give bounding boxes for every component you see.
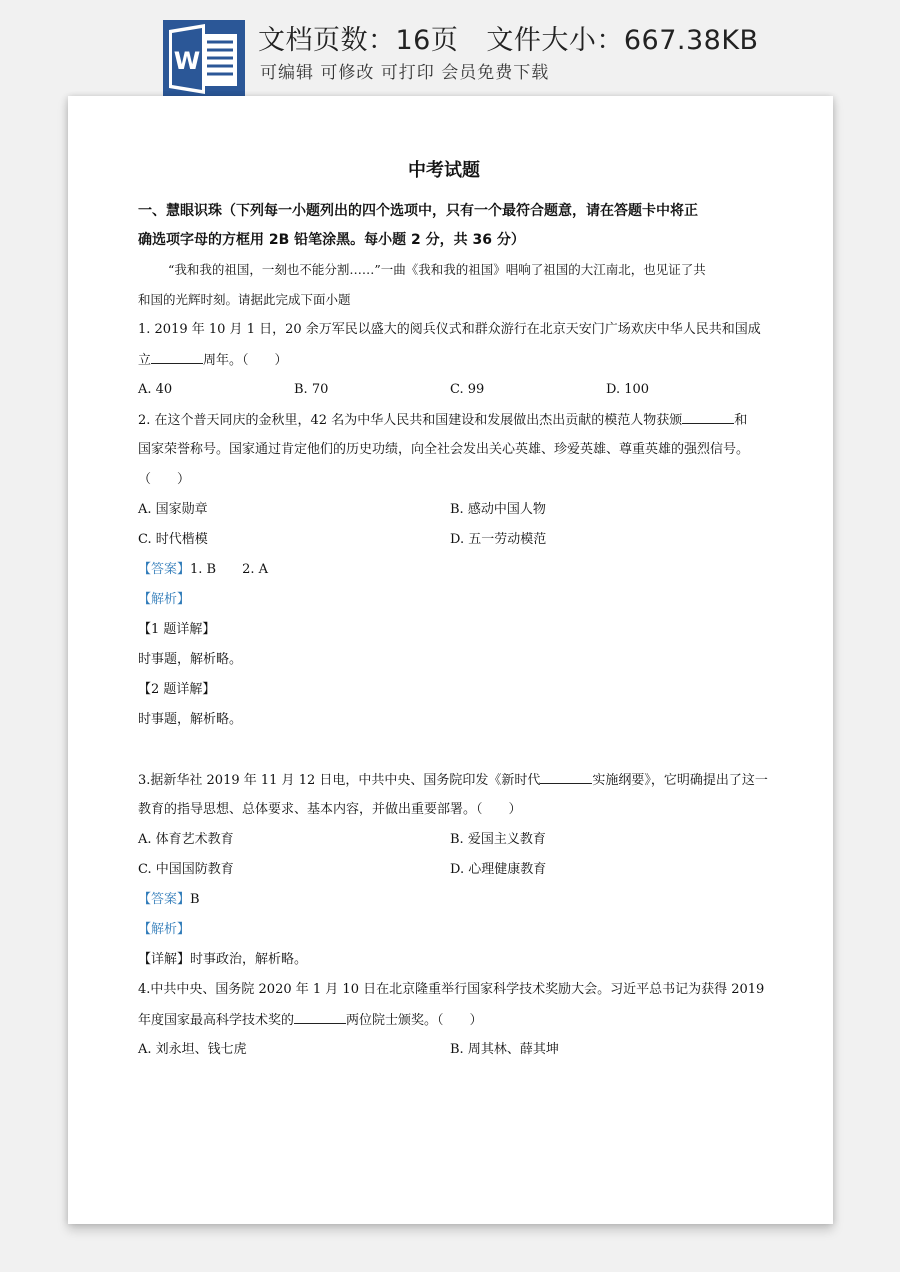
answer-blank	[682, 411, 734, 424]
question-4-line1: 4.中共中央、国务院 2020 年 1 月 10 日在北京隆重举行国家科学技术奖励大会。习近平总书记为获得 2019	[138, 982, 765, 997]
download-banner	[0, 0, 900, 98]
q3-option-d: D. 心理健康教育	[450, 862, 547, 877]
answer-1-2	[138, 561, 268, 579]
document-info	[258, 18, 759, 57]
answer-3	[138, 891, 200, 909]
q2-option-c: C. 时代楷模	[138, 532, 208, 547]
q2-option-b: B. 感动中国人物	[450, 502, 546, 517]
detail-1-body: 时事题，解析略。	[138, 652, 243, 667]
feature-list: 可编辑 可修改 可打印 会员免费下载	[260, 63, 550, 83]
q2-text-a: 2. 在这个普天同庆的金秋里，42 名为中华人民共和国建设和发展做出杰出贡献的模范人物获颁	[138, 413, 683, 428]
question-3-line2: 教育的指导思想、总体要求、基本内容，并做出重要部署。（ ）	[138, 802, 522, 817]
q4-text-a: 年度国家最高科学技术奖的	[138, 1013, 295, 1028]
detail-3: 【详解】时事政治，解析略。	[138, 952, 308, 967]
question-3-line1	[138, 771, 768, 790]
question-4-line2	[138, 1011, 483, 1030]
q3-option-b: B. 爱国主义教育	[450, 832, 546, 847]
question-2-line1	[138, 411, 747, 430]
q3-text-b: 实施纲要》，它明确提出了这一	[592, 773, 768, 788]
page-count: 文档页数：16页	[258, 25, 459, 56]
section-heading-line1: 一、慧眼识珠（下列每一小题列出的四个选项中，只有一个最符合题意，请在答题卡中将正	[138, 203, 698, 219]
answer-blank	[540, 771, 592, 784]
q4-text-b: 两位院士颁奖。（ ）	[346, 1013, 483, 1028]
section-heading-line2: 确选项字母的方框用 2B 铅笔涂黑。每小题 2 分，共 36 分）	[138, 232, 525, 248]
answer-blank	[294, 1011, 346, 1024]
analysis-label: 【解析】	[138, 922, 191, 937]
answer-value: 1. B 2. A	[190, 562, 269, 577]
answer-value: B	[190, 892, 200, 907]
question-1-line2	[138, 351, 288, 370]
answer-label: 【答案】	[138, 562, 191, 577]
detail-2-heading: 【2 题详解】	[138, 682, 216, 697]
q3-text-a: 3.据新华社 2019 年 11 月 12 日电，中共中央、国务院印发《新时代	[138, 773, 541, 788]
q1-option-d: D. 100	[606, 382, 650, 397]
analysis-label: 【解析】	[138, 592, 191, 607]
question-1-line1: 1. 2019 年 10 月 1 日，20 余万军民以盛大的阅兵仪式和群众游行在北京天安门广场欢庆中华人民共和国成	[138, 322, 761, 337]
question-2-line2: 国家荣誉称号。国家通过肯定他们的历史功绩，向全社会发出关心英雄、珍爱英雄、尊重英雄的强烈信号。	[138, 442, 750, 457]
doc-title: 中考试题	[408, 160, 480, 181]
q1-text-a: 立	[138, 353, 152, 368]
q2-option-d: D. 五一劳动模范	[450, 532, 547, 547]
q1-option-a: A. 40	[138, 382, 173, 397]
q4-option-b: B. 周其林、薛其坤	[450, 1042, 559, 1057]
intro-line2: 和国的光辉时刻。请据此完成下面小题	[138, 292, 351, 307]
file-size: 文件大小：667.38KB	[486, 25, 759, 56]
detail-2-body: 时事题，解析略。	[138, 712, 243, 727]
detail-1-heading: 【1 题详解】	[138, 622, 216, 637]
q4-option-a: A. 刘永坦、钱七虎	[138, 1042, 247, 1057]
q2-option-a: A. 国家勋章	[138, 502, 208, 517]
q1-text-b: 周年。（ ）	[203, 353, 288, 368]
word-icon	[163, 20, 245, 98]
intro-line1: “我和我的祖国，一刻也不能分割……”一曲《我和我的祖国》唱响了祖国的大江南北，也见证了共	[168, 262, 706, 277]
answer-blank	[151, 351, 203, 364]
svg-text:W: W	[173, 47, 201, 75]
q1-option-b: B. 70	[294, 382, 329, 397]
q2-text-b: 和	[734, 413, 748, 428]
question-2-line3: （ ）	[138, 472, 191, 487]
document-page	[68, 96, 833, 1224]
answer-label: 【答案】	[138, 892, 191, 907]
q3-option-c: C. 中国国防教育	[138, 862, 234, 877]
q1-option-c: C. 99	[450, 382, 485, 397]
q3-option-a: A. 体育艺术教育	[138, 832, 234, 847]
